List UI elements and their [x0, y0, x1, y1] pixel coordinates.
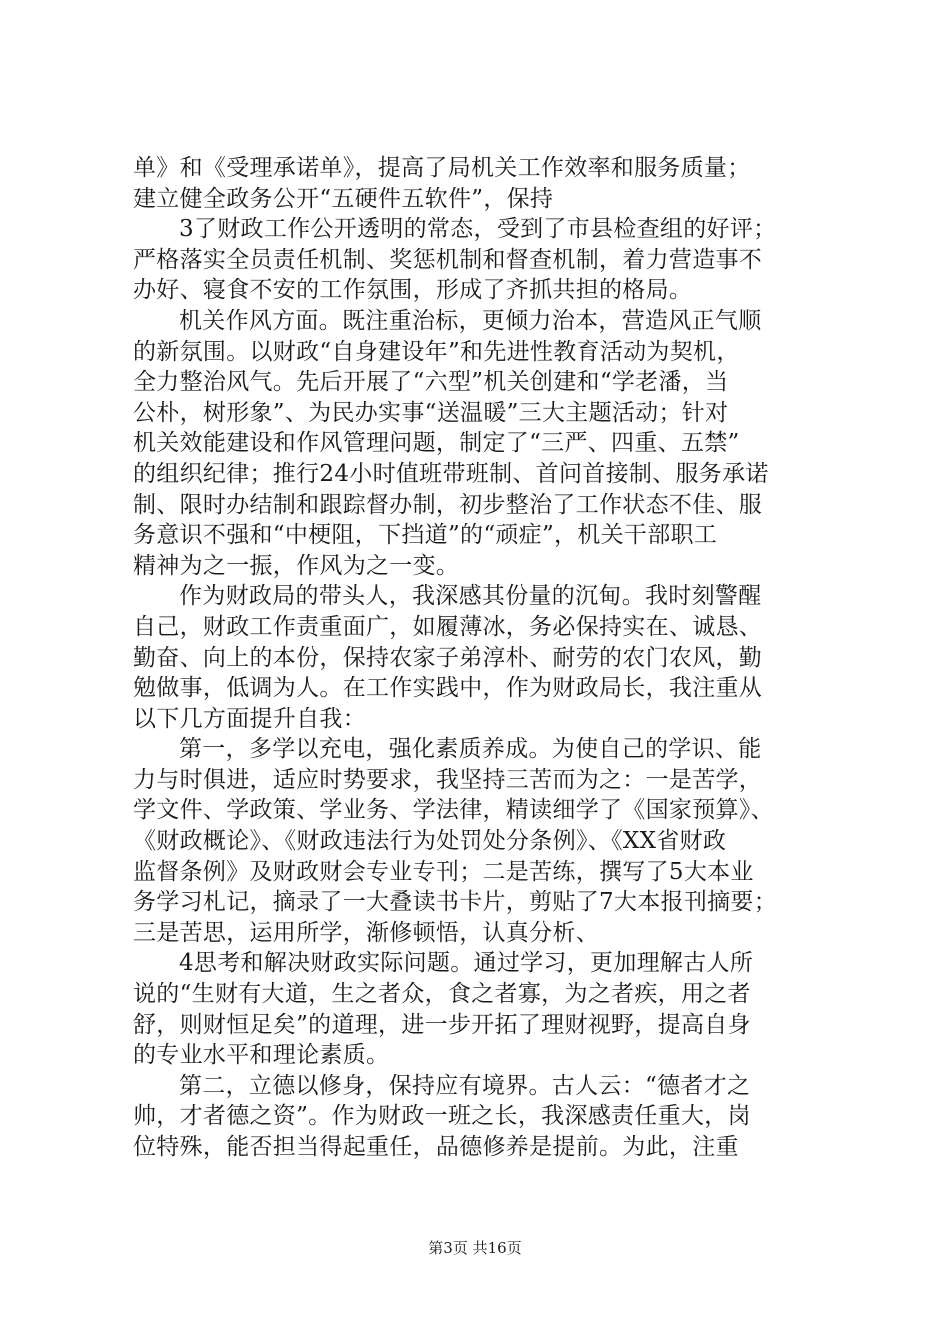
text-line: 帅，才者德之资”。作为财政一班之长，我深感责任重大，岗 [133, 1103, 751, 1130]
page-footer: 第3页 共16页 [428, 1239, 522, 1257]
text-line: 建立健全政务公开“五硬件五软件”，保持 [133, 185, 554, 212]
text-line: 全力整治风气。先后开展了“六型”机关创建和“学老潘，当 [133, 369, 729, 396]
text-line: 务意识不强和“中梗阻，下挡道”的“顽症”，机关干部职工 [133, 522, 718, 549]
text-line: 3了财政工作公开透明的常态，受到了市县检查组的好评； [179, 216, 777, 243]
text-line: 以下几方面提升自我： [133, 705, 366, 732]
text-line: 力与时俱进，适应时势要求，我坚持三苦而为之：一是苦学， [133, 766, 763, 793]
text-line: 单》和《受理承诺单》，提高了局机关工作效率和服务质量； [133, 155, 751, 181]
text-line: 第二，立德以修身，保持应有境界。古人云：“德者才之 [179, 1072, 751, 1099]
text-line: 的组织纪律；推行24小时值班带班制、首问首接制、服务承诺 [133, 460, 769, 487]
text-line: 舒，则财恒足矣”的道理，进一步开拓了理财视野，提高自身 [133, 1011, 751, 1038]
text-line: 作为财政局的带头人，我深感其份量的沉甸。我时刻警醒 [179, 583, 762, 610]
text-line: 说的“生财有大道，生之者众，食之者寡，为之者疾，用之者 [133, 981, 751, 1008]
text-line: 公朴，树形象”、为民办实事“送温暖”三大主题活动；针对 [133, 399, 729, 426]
text-line: 机关效能建设和作风管理问题，制定了“三严、四重、五禁” [133, 430, 740, 457]
text-line: 三是苦思，运用所学，渐修顿悟，认真分析、 [133, 919, 599, 946]
text-line: 精神为之一振，作风为之一变。 [133, 552, 460, 579]
text-line: 4思考和解决财政实际问题。通过学习，更加理解古人所 [179, 950, 754, 977]
text-line: 自己，财政工作责重面广，如履薄冰，务必保持实在、诚恳、 [133, 613, 763, 640]
text-line: 办好、寝食不安的工作氛围，形成了齐抓共担的格局。 [133, 277, 693, 304]
text-line: 第一，多学以充电，强化素质养成。为使自己的学识、能 [179, 736, 762, 763]
text-line: 《财政概论》、《财政违法行为处罚处分条例》、《XX省财政 [133, 828, 727, 855]
text-line: 学文件、学政策、学业务、学法律，精读细学了《国家预算》、 [133, 797, 774, 824]
text-line: 勉做事，低调为人。在工作实践中，作为财政局长，我注重从 [133, 675, 763, 702]
text-line: 的新氛围。以财政“自身建设年”和先进性教育活动为契机， [133, 338, 740, 365]
body-text [133, 153, 835, 1163]
text-line: 勤奋、向上的本份，保持农家子弟淳朴、耐劳的农门农风，勤 [133, 644, 763, 671]
text-line: 位特殊，能否担当得起重任，品德修养是提前。为此，注重 [133, 1134, 739, 1160]
text-line: 务学习札记，摘录了一大叠读书卡片，剪贴了7大本报刊摘要； [133, 889, 778, 916]
text-line: 的专业水平和理论素质。 [133, 1042, 390, 1069]
text-line: 制、限时办结制和跟踪督办制，初步整治了工作状态不佳、服 [133, 491, 763, 518]
text-line: 机关作风方面。既注重治标，更倾力治本，营造风正气顺 [179, 307, 762, 334]
text-line: 监督条例》及财政财会专业专刊；二是苦练，撰写了5大本业 [133, 858, 754, 885]
text-line: 严格落实全员责任机制、奖惩机制和督查机制，着力营造事不 [133, 246, 763, 273]
